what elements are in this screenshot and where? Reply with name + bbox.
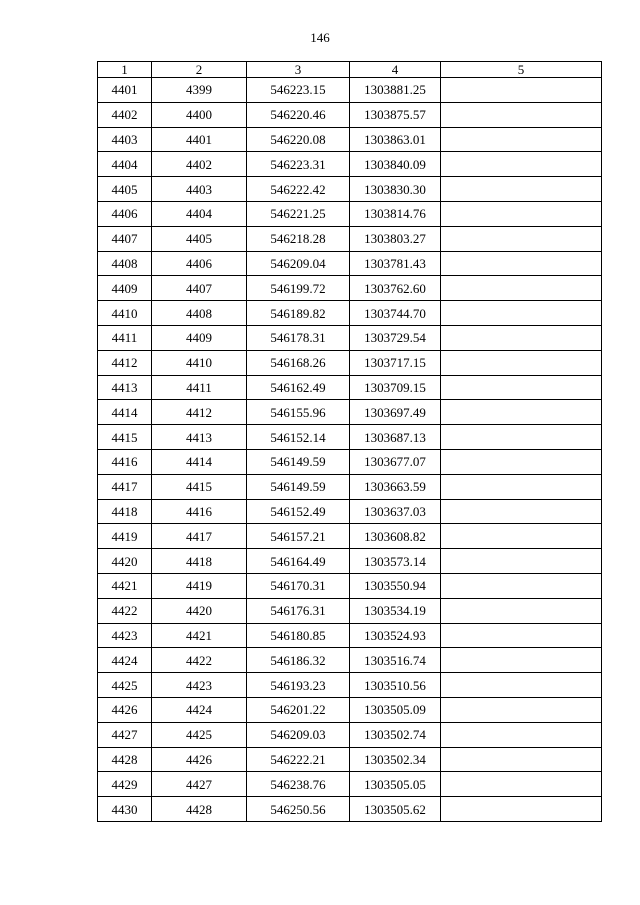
x-coordinate-cell: 546218.28 [247,226,350,251]
previous-point-cell: 4401 [152,127,247,152]
y-coordinate-cell: 1303505.09 [350,697,441,722]
note-cell [441,722,602,747]
point-number-cell: 4423 [98,623,152,648]
x-coordinate-cell: 546186.32 [247,648,350,673]
x-coordinate-cell: 546155.96 [247,400,350,425]
point-number-cell: 4405 [98,177,152,202]
table-row [98,400,602,425]
note-cell [441,772,602,797]
x-coordinate-cell: 546170.31 [247,573,350,598]
y-coordinate-cell: 1303687.13 [350,425,441,450]
previous-point-cell: 4409 [152,325,247,350]
point-number-cell: 4410 [98,301,152,326]
table-body [98,78,602,822]
table-row [98,201,602,226]
table-row [98,747,602,772]
point-number-cell: 4404 [98,152,152,177]
y-coordinate-cell: 1303505.62 [350,797,441,822]
previous-point-cell: 4400 [152,102,247,127]
previous-point-cell: 4399 [152,78,247,103]
y-coordinate-cell: 1303729.54 [350,325,441,350]
x-coordinate-cell: 546222.42 [247,177,350,202]
point-number-cell: 4425 [98,673,152,698]
y-coordinate-cell: 1303881.25 [350,78,441,103]
y-coordinate-cell: 1303803.27 [350,226,441,251]
point-number-cell: 4413 [98,375,152,400]
point-number-cell: 4419 [98,524,152,549]
previous-point-cell: 4420 [152,598,247,623]
note-cell [441,673,602,698]
previous-point-cell: 4427 [152,772,247,797]
x-coordinate-cell: 546250.56 [247,797,350,822]
y-coordinate-cell: 1303717.15 [350,350,441,375]
previous-point-cell: 4407 [152,276,247,301]
previous-point-cell: 4415 [152,474,247,499]
y-coordinate-cell: 1303697.49 [350,400,441,425]
previous-point-cell: 4411 [152,375,247,400]
x-coordinate-cell: 546162.49 [247,375,350,400]
x-coordinate-cell: 546168.26 [247,350,350,375]
y-coordinate-cell: 1303502.34 [350,747,441,772]
point-number-cell: 4407 [98,226,152,251]
table-row [98,623,602,648]
point-number-cell: 4414 [98,400,152,425]
note-cell [441,697,602,722]
previous-point-cell: 4428 [152,797,247,822]
note-cell [441,276,602,301]
note-cell [441,127,602,152]
previous-point-cell: 4423 [152,673,247,698]
previous-point-cell: 4418 [152,549,247,574]
note-cell [441,524,602,549]
table-row [98,325,602,350]
y-coordinate-cell: 1303608.82 [350,524,441,549]
table-row [98,226,602,251]
x-coordinate-cell: 546180.85 [247,623,350,648]
point-number-cell: 4430 [98,797,152,822]
table-row [98,797,602,822]
column-header-2: 2 [152,62,247,78]
x-coordinate-cell: 546221.25 [247,201,350,226]
previous-point-cell: 4424 [152,697,247,722]
x-coordinate-cell: 546220.08 [247,127,350,152]
table-row [98,102,602,127]
note-cell [441,797,602,822]
x-coordinate-cell: 546157.21 [247,524,350,549]
point-number-cell: 4417 [98,474,152,499]
table-row [98,449,602,474]
table-row [98,598,602,623]
page-number: 146 [310,30,330,45]
column-header-3: 3 [247,62,350,78]
y-coordinate-cell: 1303637.03 [350,499,441,524]
y-coordinate-cell: 1303840.09 [350,152,441,177]
previous-point-cell: 4405 [152,226,247,251]
coordinates-table [97,61,602,822]
y-coordinate-cell: 1303709.15 [350,375,441,400]
note-cell [441,301,602,326]
table-row [98,524,602,549]
table-row [98,474,602,499]
point-number-cell: 4401 [98,78,152,103]
point-number-cell: 4427 [98,722,152,747]
previous-point-cell: 4421 [152,623,247,648]
point-number-cell: 4429 [98,772,152,797]
y-coordinate-cell: 1303863.01 [350,127,441,152]
point-number-cell: 4421 [98,573,152,598]
y-coordinate-cell: 1303677.07 [350,449,441,474]
x-coordinate-cell: 546238.76 [247,772,350,797]
note-cell [441,747,602,772]
point-number-cell: 4416 [98,449,152,474]
y-coordinate-cell: 1303516.74 [350,648,441,673]
table-row [98,350,602,375]
previous-point-cell: 4404 [152,201,247,226]
y-coordinate-cell: 1303534.19 [350,598,441,623]
x-coordinate-cell: 546193.23 [247,673,350,698]
note-cell [441,177,602,202]
table-row [98,648,602,673]
column-header-5: 5 [441,62,602,78]
note-cell [441,598,602,623]
table-row [98,177,602,202]
x-coordinate-cell: 546176.31 [247,598,350,623]
y-coordinate-cell: 1303502.74 [350,722,441,747]
previous-point-cell: 4414 [152,449,247,474]
previous-point-cell: 4419 [152,573,247,598]
point-number-cell: 4406 [98,201,152,226]
note-cell [441,325,602,350]
note-cell [441,648,602,673]
note-cell [441,350,602,375]
x-coordinate-cell: 546152.14 [247,425,350,450]
column-header-1: 1 [98,62,152,78]
note-cell [441,102,602,127]
table-row [98,573,602,598]
previous-point-cell: 4410 [152,350,247,375]
x-coordinate-cell: 546209.03 [247,722,350,747]
point-number-cell: 4415 [98,425,152,450]
previous-point-cell: 4402 [152,152,247,177]
y-coordinate-cell: 1303505.05 [350,772,441,797]
note-cell [441,474,602,499]
table-row [98,78,602,103]
y-coordinate-cell: 1303550.94 [350,573,441,598]
point-number-cell: 4402 [98,102,152,127]
note-cell [441,549,602,574]
y-coordinate-cell: 1303663.59 [350,474,441,499]
table-row [98,251,602,276]
note-cell [441,499,602,524]
point-number-cell: 4420 [98,549,152,574]
previous-point-cell: 4417 [152,524,247,549]
x-coordinate-cell: 546201.22 [247,697,350,722]
previous-point-cell: 4425 [152,722,247,747]
x-coordinate-cell: 546222.21 [247,747,350,772]
x-coordinate-cell: 546223.15 [247,78,350,103]
note-cell [441,425,602,450]
x-coordinate-cell: 546209.04 [247,251,350,276]
table-row [98,152,602,177]
previous-point-cell: 4413 [152,425,247,450]
table-row [98,425,602,450]
previous-point-cell: 4412 [152,400,247,425]
y-coordinate-cell: 1303875.57 [350,102,441,127]
table-row [98,772,602,797]
x-coordinate-cell: 546152.49 [247,499,350,524]
x-coordinate-cell: 546149.59 [247,449,350,474]
point-number-cell: 4408 [98,251,152,276]
previous-point-cell: 4422 [152,648,247,673]
column-header-4: 4 [350,62,441,78]
table-row [98,549,602,574]
y-coordinate-cell: 1303744.70 [350,301,441,326]
point-number-cell: 4418 [98,499,152,524]
note-cell [441,623,602,648]
table-row [98,673,602,698]
header-row [98,62,602,78]
x-coordinate-cell: 546149.59 [247,474,350,499]
table-row [98,722,602,747]
note-cell [441,449,602,474]
note-cell [441,226,602,251]
table-row [98,697,602,722]
note-cell [441,375,602,400]
y-coordinate-cell: 1303762.60 [350,276,441,301]
previous-point-cell: 4416 [152,499,247,524]
point-number-cell: 4412 [98,350,152,375]
x-coordinate-cell: 546199.72 [247,276,350,301]
point-number-cell: 4426 [98,697,152,722]
x-coordinate-cell: 546189.82 [247,301,350,326]
note-cell [441,201,602,226]
table-row [98,127,602,152]
table-row [98,276,602,301]
previous-point-cell: 4426 [152,747,247,772]
previous-point-cell: 4406 [152,251,247,276]
x-coordinate-cell: 546164.49 [247,549,350,574]
x-coordinate-cell: 546220.46 [247,102,350,127]
table-row [98,499,602,524]
point-number-cell: 4428 [98,747,152,772]
previous-point-cell: 4403 [152,177,247,202]
y-coordinate-cell: 1303573.14 [350,549,441,574]
note-cell [441,573,602,598]
point-number-cell: 4411 [98,325,152,350]
y-coordinate-cell: 1303781.43 [350,251,441,276]
note-cell [441,251,602,276]
note-cell [441,78,602,103]
table-row [98,375,602,400]
x-coordinate-cell: 546223.31 [247,152,350,177]
y-coordinate-cell: 1303814.76 [350,201,441,226]
y-coordinate-cell: 1303524.93 [350,623,441,648]
y-coordinate-cell: 1303510.56 [350,673,441,698]
point-number-cell: 4422 [98,598,152,623]
point-number-cell: 4403 [98,127,152,152]
note-cell [441,400,602,425]
point-number-cell: 4409 [98,276,152,301]
y-coordinate-cell: 1303830.30 [350,177,441,202]
previous-point-cell: 4408 [152,301,247,326]
note-cell [441,152,602,177]
x-coordinate-cell: 546178.31 [247,325,350,350]
table-row [98,301,602,326]
point-number-cell: 4424 [98,648,152,673]
